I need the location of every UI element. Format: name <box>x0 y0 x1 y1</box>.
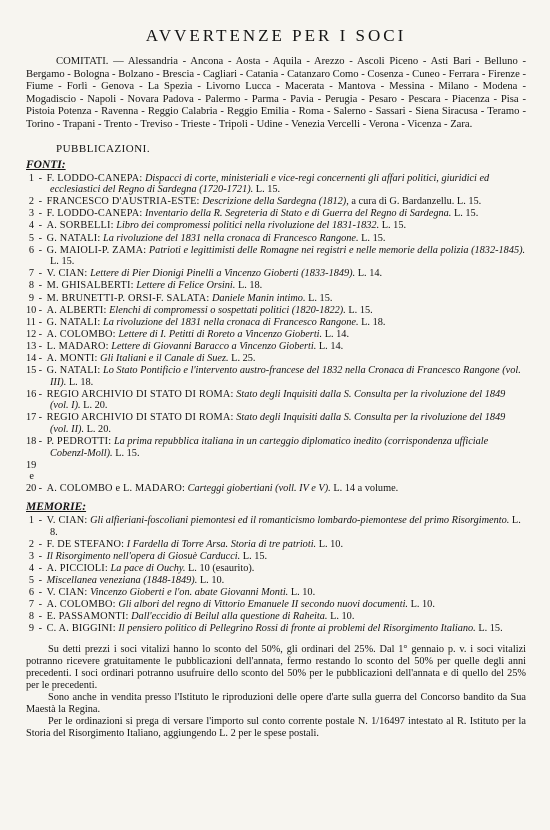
entry-price: L. 25. <box>231 352 256 364</box>
entry-author: REGIO ARCHIVIO DI STATO DI ROMA: <box>46 412 234 424</box>
entry-price: L. 14 a volume. <box>333 483 399 494</box>
entry-dash: - <box>38 515 43 527</box>
entry-number: 3 <box>28 550 34 562</box>
memorie-list <box>26 515 526 635</box>
entry-dash: - <box>38 483 43 494</box>
fonti-entry <box>26 389 526 412</box>
fonti-entry <box>26 353 526 365</box>
entry-title: Stato degli Inquisiti dalla S. Consulta per la rivoluzione del 1849 (vol. I). <box>50 388 506 412</box>
entry-dash: - <box>38 340 43 352</box>
entry-title: Stato degli Inquisiti dalla S. Consulta per la rivoluzione del 1849 (vol. II). <box>50 412 506 436</box>
memorie-entry <box>26 611 526 623</box>
fonti-entry <box>26 245 526 268</box>
entry-title: Gli albori del regno di Vittorio Emanuele II secondo nuovi documenti. <box>118 599 409 611</box>
entry-title: Elenchi di compromessi o sospettati politici (1820-1822). <box>109 304 346 316</box>
entry-dash: - <box>38 575 43 587</box>
entry-price: L. 15. <box>478 623 503 635</box>
entry-author: M. GHISALBERTI: <box>46 280 134 292</box>
entry-dash: - <box>38 538 43 550</box>
entry-number: 2 <box>28 538 34 550</box>
entry-price: L. 10. <box>410 599 435 611</box>
entry-dash: - <box>38 352 43 364</box>
fonti-entry <box>26 436 526 459</box>
entry-number: 16 <box>26 388 37 400</box>
entry-price: L. 10 (esaurito). <box>188 562 255 574</box>
entry-author: REGIO ARCHIVIO DI STATO DI ROMA: <box>46 388 234 400</box>
fonti-entry <box>26 208 526 220</box>
entry-dash: - <box>38 268 43 280</box>
entry-number: 19 e 20 <box>26 459 37 494</box>
entry-title: Patrioti e legittimisti delle Romagne nei registri e nelle memorie della polizia (1832-1845). <box>148 244 526 256</box>
entry-price: L. 15. <box>308 292 333 304</box>
entry-title: Lettere di Felice Orsini. <box>136 280 236 292</box>
entry-title: Il pensiero politico di Pellegrino Rossi di fronte ai problemi del Risorgimento Italiano. <box>118 623 476 635</box>
entry-price: L. 14. <box>357 268 383 280</box>
memorie-entry <box>26 563 526 575</box>
entry-number: 10 <box>26 304 37 316</box>
memorie-entry <box>26 515 526 538</box>
entry-title: I Fardella di Torre Arsa. Storia di tre patrioti. <box>126 538 317 550</box>
memorie-heading: MEMORIE: <box>26 501 87 514</box>
entry-number: 15 <box>26 365 37 377</box>
entry-author: G. MAIOLI-P. ZAMA: <box>46 244 147 256</box>
entry-author: A. SORBELLI: <box>46 220 114 232</box>
entry-number: 8 <box>28 280 34 292</box>
entry-dash: - <box>38 436 43 448</box>
entry-price: L. 14. <box>318 340 344 352</box>
entry-price: L. 15. <box>255 184 281 196</box>
entry-title: Inventario della R. Segreteria di Stato e di Guerra del Regno di Sardegna. <box>145 208 452 220</box>
memorie-entry <box>26 599 526 611</box>
entry-dash: - <box>38 587 43 599</box>
entry-title: Daniele Manin intimo. <box>212 292 306 304</box>
entry-title: Vincenzo Gioberti e l'on. abate Giovanni Monti. <box>90 587 289 599</box>
entry-price: L. 15. <box>242 550 268 562</box>
entry-title: Miscellanea veneziana (1848-1849). <box>46 575 198 587</box>
note-paragraph: Per le ordinazioni si prega di versare l'importo sul conto corrente postale N. 1/16497 intestato al R. Istituto per la Storia del Risorgimento Italiano, aggiungendo L. 2 per le spese postali. <box>26 716 526 740</box>
memorie-entry <box>26 551 526 563</box>
entry-number: 1 <box>28 515 34 527</box>
entry-author: A. MONTI: <box>46 352 98 364</box>
pubblicazioni-heading: PUBBLICAZIONI. <box>56 142 151 155</box>
page-title: AVVERTENZE PER I SOCI <box>145 26 407 45</box>
entry-author: FRANCESCO D'AUSTRIA-ESTE: <box>46 196 200 208</box>
entry-price: L. 8. <box>50 515 521 538</box>
entry-author: A. ALBERTI: <box>46 304 107 316</box>
fonti-entry <box>26 293 526 305</box>
entry-number: 6 <box>28 244 34 256</box>
entry-title: Lettere di Giovanni Baracco a Vincenzo Gioberti. <box>111 340 317 352</box>
entry-dash: - <box>38 220 43 232</box>
entry-dash: - <box>38 208 43 220</box>
fonti-entry <box>26 329 526 341</box>
fonti-entry <box>26 280 526 292</box>
entry-title: Lettere di I. Petitti di Roreto a Vincenzo Gioberti. <box>118 328 323 340</box>
entry-dash: - <box>38 328 43 340</box>
entry-author: A. COLOMBO e L. MADARO: <box>46 483 186 494</box>
memorie-entry <box>26 539 526 551</box>
entry-number: 2 <box>28 196 34 208</box>
entry-author: P. PEDROTTI: <box>46 436 112 448</box>
entry-title: Dall'eccidio di Beilul alla questione di Raheita. <box>131 611 328 623</box>
comitati-paragraph <box>26 56 526 132</box>
entry-price: L. 20. <box>83 400 108 412</box>
entry-price: a cura di G. Bardanzellu. L. 15. <box>351 196 482 208</box>
note-paragraph: Su detti prezzi i soci vitalizi hanno lo sconto del 50%, gli ordinari del 25%. Dal 1° gennaio p. v. i soci vitalizi potranno ricevere gratuitamente le pubblicazioni dell'annata, fermo restando lo sconto del 50% per quelle degli anni precedenti. I soci ordinari potranno usufruire dello sconto del 50% per le pubblicazioni dell'annata e di quello del 25% per le precedenti. <box>26 644 526 692</box>
fonti-entry <box>26 341 526 353</box>
entry-number: 9 <box>28 292 34 304</box>
entry-title: Gli Italiani e il Canale di Suez. <box>100 352 229 364</box>
entry-number: 8 <box>28 611 34 623</box>
fonti-entry <box>26 220 526 232</box>
entry-dash: - <box>38 623 43 635</box>
fonti-entry <box>26 196 526 208</box>
entry-price: L. 18. <box>68 376 94 388</box>
entry-title: Dispacci di corte, ministeriali e vice-regi concernenti gli affari politici, giuridici ed ecclesiastici del Regno di Sardegna (1720-1721). <box>50 172 490 196</box>
entry-title: Lo Stato Pontificio e l'intervento austro-francese del 1832 nella Cronaca di Francesco Rangone (vol. III). <box>50 365 521 388</box>
entry-price: L. 15. <box>381 220 407 232</box>
entry-number: 14 <box>26 352 37 364</box>
entry-title: Libro dei compromessi politici nella rivoluzione del 1831-1832. <box>116 220 380 232</box>
entry-title: La prima repubblica italiana in un carteggio diplomatico inedito (corrispondenza ufficiale Cobenzl-Moll). <box>50 436 489 459</box>
entry-price: L. 10. <box>290 587 316 599</box>
entry-author: V. CIAN: <box>46 268 88 280</box>
entry-price: L. 18. <box>237 280 263 292</box>
entry-price: L. 15. <box>348 304 373 316</box>
entry-dash: - <box>38 412 43 424</box>
entry-author: A. PICCIOLI: <box>46 562 108 574</box>
entry-title: Gli alfieriani-foscoliani piemontesi ed il romanticismo lombardo-piemontese del primo Risorgimento. <box>90 515 510 527</box>
entry-price: L. 15. <box>453 208 479 220</box>
entry-number: 5 <box>28 232 34 244</box>
entry-number: 13 <box>26 340 37 352</box>
entry-author: A. COLOMBO: <box>46 599 116 611</box>
entry-author: C. A. BIGGINI: <box>46 623 116 635</box>
entry-author: E. PASSAMONTI: <box>46 611 129 623</box>
entry-author: V. CIAN: <box>46 515 88 527</box>
comitati-label: COMITATI. <box>56 56 109 67</box>
entry-number: 11 <box>26 316 36 328</box>
note-paragraph: Sono anche in vendita presso l'Istituto le riproduzioni delle opere d'arte sulla guerra del Concorso bandito da Sua Maestà la Regina. <box>26 692 526 716</box>
entry-dash: - <box>38 316 43 328</box>
entry-number: 4 <box>28 562 34 574</box>
entry-author: M. BRUNETTI-P. ORSI-F. SALATA: <box>46 292 210 304</box>
comitati-list: — Alessandria - Ancona - Aosta - Aquila - Arezzo - Ascoli Piceno - Asti Bari - Belluno - Bergamo - Bologna - Bolzano - Brescia - Cagliari - Catania - Catanzaro Como - Cosenza - Cuneo - Ferrara - Firenze - Fiume - Forlì - Genova - La Spezia - Livorno Lucca - Macerata - Mantova - Messina - Milano - Modena - Mogadiscio - Napoli - Novara Padova - Palermo - Parma - Pavia - Perugia - Pesaro - Pescara - Piacenza - Pisa - Pistoia Potenza - Ravenna - Reggio Calabria - Reggio Emilia - Roma - Salerno - Sassari - Siena Siracusa - Teramo - Torino - Trapani - Trento - Treviso - Trieste - Tripoli - Udine - Venezia Vercelli - Verona - Vicenza - Zara. <box>26 56 526 130</box>
entry-dash: - <box>38 365 43 377</box>
fonti-entry <box>26 460 526 495</box>
entry-dash: - <box>38 388 43 400</box>
notes-section <box>26 644 526 740</box>
entry-price: L. 10. <box>318 538 344 550</box>
entry-price: L. 10. <box>330 611 355 623</box>
entry-price: L. 15. <box>361 232 386 244</box>
entry-title: Lettere di Pier Dionigi Pinelli a Vincenzo Gioberti (1833-1849). <box>90 268 356 280</box>
entry-price: L. 20. <box>86 424 111 436</box>
entry-title: La pace di Ouchy. <box>110 562 186 574</box>
memorie-entry <box>26 575 526 587</box>
fonti-list <box>26 173 526 495</box>
fonti-entry <box>26 317 526 329</box>
memorie-entry <box>26 623 526 635</box>
entry-dash: - <box>38 599 43 611</box>
entry-number: 17 <box>26 412 37 424</box>
fonti-entry <box>26 412 526 435</box>
entry-author: V. CIAN: <box>46 587 88 599</box>
entry-number: 1 <box>28 172 34 184</box>
entry-dash: - <box>38 562 43 574</box>
entry-dash: - <box>38 232 43 244</box>
entry-price: L. 15. <box>115 447 140 459</box>
memorie-entry <box>26 587 526 599</box>
entry-price: L. 14. <box>324 328 350 340</box>
fonti-entry <box>26 305 526 317</box>
entry-author: A. COLOMBO: <box>46 328 116 340</box>
entry-price: L. 18. <box>361 316 386 328</box>
entry-title: Carteggi giobertiani (voll. IV e V). <box>187 483 331 494</box>
entry-number: 12 <box>26 328 37 340</box>
fonti-entry <box>26 233 526 245</box>
entry-number: 7 <box>28 268 34 280</box>
entry-number: 18 <box>26 436 37 448</box>
entry-title: Il Risorgimento nell'opera di Giosuè Carducci. <box>46 550 241 562</box>
entry-dash: - <box>38 172 43 184</box>
entry-price: L. 15. <box>50 256 75 268</box>
entry-price: L. 10. <box>199 575 225 587</box>
fonti-entry <box>26 365 526 388</box>
entry-number: 3 <box>28 208 34 220</box>
fonti-entry <box>26 268 526 280</box>
entry-author: G. NATALI: <box>46 316 101 328</box>
entry-dash: - <box>38 304 43 316</box>
entry-dash: - <box>38 244 43 256</box>
fonti-heading: FONTI: <box>26 158 66 171</box>
entry-number: 4 <box>28 220 34 232</box>
entry-dash: - <box>38 292 43 304</box>
entry-number: 7 <box>28 599 34 611</box>
fonti-entry <box>26 173 526 196</box>
entry-number: 9 <box>28 623 34 635</box>
entry-author: F. LODDO-CANEPA: <box>46 172 143 184</box>
entry-title: Descrizione della Sardegna (1812), <box>202 196 349 208</box>
entry-dash: - <box>38 550 43 562</box>
entry-author: L. MADARO: <box>46 340 109 352</box>
entry-number: 5 <box>28 575 34 587</box>
entry-number: 6 <box>28 587 34 599</box>
entry-author: F. LODDO-CANEPA: <box>46 208 143 220</box>
entry-author: G. NATALI: <box>46 232 101 244</box>
entry-dash: - <box>38 196 43 208</box>
entry-author: F. DE STEFANO: <box>46 538 125 550</box>
entry-title: La rivoluzione del 1831 nella cronaca di Francesco Rangone. <box>102 232 359 244</box>
entry-dash: - <box>38 280 43 292</box>
entry-title: La rivoluzione del 1831 nella cronaca di Francesco Rangone. <box>102 316 359 328</box>
entry-author: G. NATALI: <box>46 365 101 377</box>
entry-dash: - <box>38 611 43 623</box>
